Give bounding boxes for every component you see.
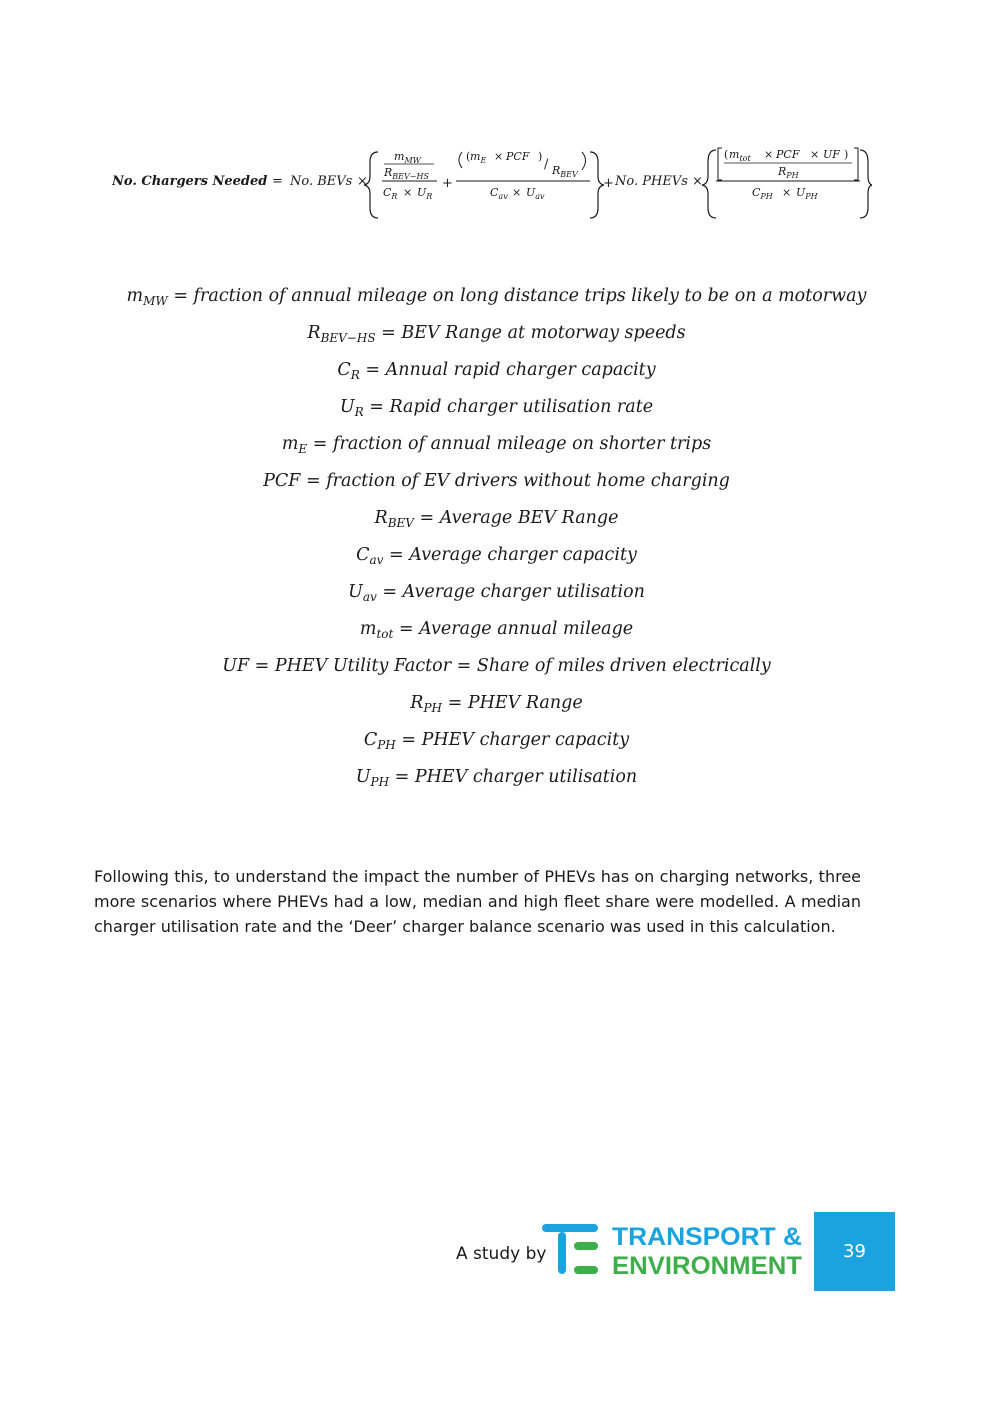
definition-item: $R_{PH}$ = PHEV Range (410, 693, 583, 715)
definition-item: UF = PHEV Utility Factor = Share of miles driven electrically (222, 656, 771, 676)
logo-text-transport: TRANSPORT & (612, 1223, 802, 1251)
sym-pcf-1: PCF (506, 150, 530, 163)
paren-open: ( (466, 150, 471, 163)
logo-mark-bar-top (542, 1224, 598, 1232)
sym-uf: UF (823, 148, 840, 161)
definition-item: $C_R$ = Annual rapid charger capacity (337, 360, 656, 382)
sym-c-r: $C_R$ (383, 186, 398, 201)
formula-times-3: × (494, 150, 504, 163)
definition-item: $m_{MW}$ = fraction of annual mileage on long distance trips likely to be on a motorway (126, 286, 867, 308)
definition-item: $m_E$ = fraction of annual mileage on shorter trips (281, 434, 712, 456)
definition-item: PCF = fraction of EV drivers without home charging (263, 471, 730, 491)
sym-u-r: $U_R$ (417, 186, 433, 201)
formula-times-7: × (810, 148, 820, 161)
formula-times-8: × (782, 186, 792, 199)
left-brace-2 (702, 150, 716, 218)
sym-r-bev-hs: $R_{BEV-HS}$ (384, 166, 429, 181)
sym-m-e: $m_E$ (470, 150, 487, 165)
paren-close: ) (538, 150, 543, 163)
formula-lhs: No. Chargers Needed (112, 174, 268, 189)
formula-times-4: × (512, 186, 522, 199)
formula-equals: = (272, 174, 283, 189)
definition-item: $U_R$ = Rapid charger utilisation rate (339, 397, 654, 419)
bracket-close (854, 148, 858, 180)
sym-m-tot: $m_{tot}$ (729, 148, 751, 163)
definition-item: $R_{BEV-HS}$ = BEV Range at motorway speeds (307, 323, 686, 345)
formula-times-6: × (764, 148, 774, 161)
sym-c-av: $C_{av}$ (490, 186, 508, 201)
right-brace-1 (590, 152, 604, 218)
sym-m-mw: $m_{MW}$ (394, 150, 421, 165)
definition-item: $U_{PH}$ = PHEV charger utilisation (355, 767, 638, 789)
page-number (814, 1212, 895, 1291)
charger-formula (112, 140, 872, 230)
definition-item: $C_{av}$ = Average charger capacity (356, 545, 637, 567)
formula-times-1: × (357, 174, 368, 189)
formula-plus-2: + (603, 176, 614, 191)
formula-bev-count: No. BEVs (290, 174, 353, 189)
definition-item: $U_{av}$ = Average charger utilisation (348, 582, 645, 604)
left-brace-1 (364, 152, 378, 218)
sym-c-ph: $C_{PH}$ (752, 186, 773, 201)
logo-mark-bar-bottom (574, 1266, 598, 1274)
sym-pcf-2: PCF (776, 148, 800, 161)
transport-environment-logo (540, 1218, 810, 1280)
logo-text-environment: ENVIRONMENT (612, 1252, 802, 1280)
logo-mark-bar-mid (574, 1242, 598, 1250)
sym-u-ph: $U_{PH}$ (796, 186, 818, 201)
study-by-label: A study by (456, 1244, 547, 1264)
right-brace-2 (860, 150, 872, 218)
slash: / (544, 157, 549, 172)
formula-plus-1: + (442, 176, 453, 191)
body-paragraph: Following this, to understand the impact the number of PHEVs has on charging networks, three more scenarios where PHEVs had a low, median and high fleet share were modelled. A median charger utilisation rate and the ‘Deer’ charger balance scenario was used in this calculation. (94, 867, 861, 936)
paren-open-outer (459, 152, 462, 168)
paren-close-outer (582, 152, 586, 170)
paren-open-3: ( (724, 148, 729, 161)
definition-item: $R_{BEV}$ = Average BEV Range (374, 508, 619, 530)
sym-u-av: $U_{av}$ (526, 186, 545, 201)
page-number-text: 39 (843, 1241, 866, 1262)
formula-times-2: × (403, 186, 413, 199)
paren-close-3: ) (844, 148, 849, 161)
sym-r-ph: $R_{PH}$ (778, 165, 799, 180)
definition-item: $C_{PH}$ = PHEV charger capacity (363, 730, 630, 752)
formula-times-5: × (692, 174, 703, 189)
definition-item: $m_{tot}$ = Average annual mileage (359, 619, 634, 641)
sym-r-bev: $R_{BEV}$ (552, 164, 578, 179)
bracket-open (718, 148, 722, 180)
logo-mark-stem (558, 1232, 566, 1274)
formula-phev-count: No. PHEVs (615, 174, 688, 189)
